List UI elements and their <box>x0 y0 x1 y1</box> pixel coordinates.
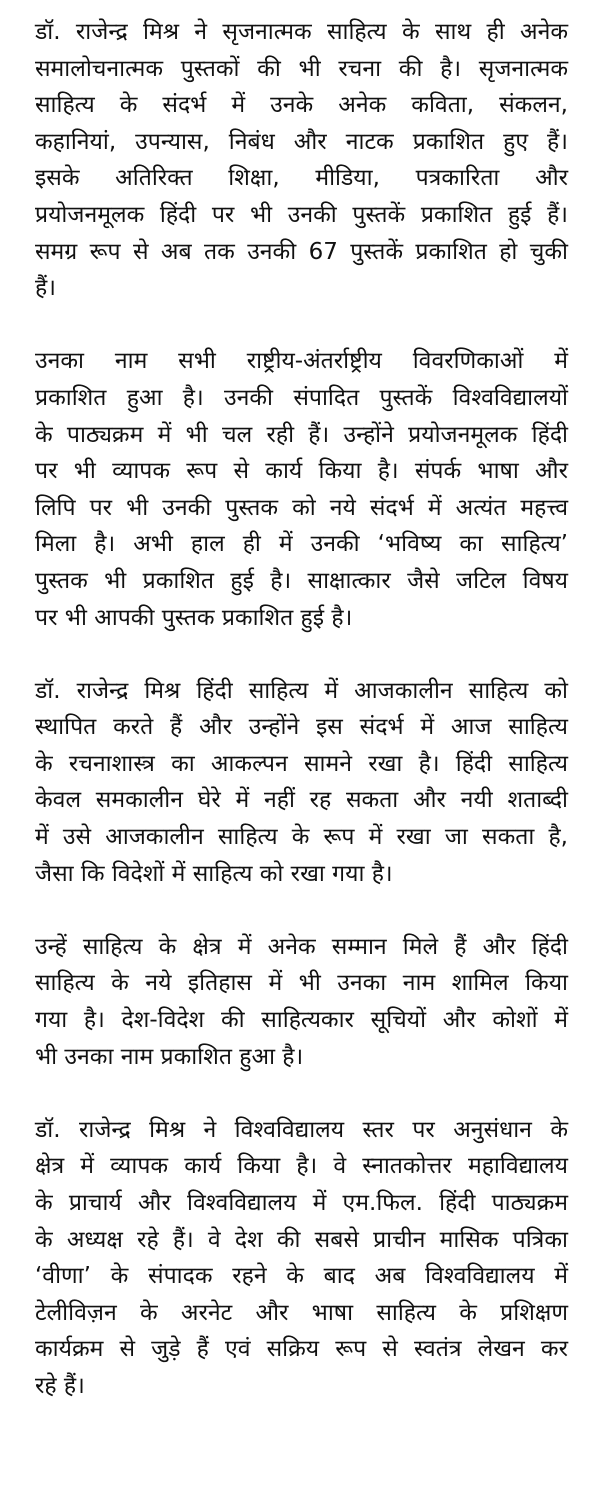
document-page <box>35 14 568 1441</box>
text-line: केवल समकालीन घेरे में नहीं रह सकता और नयी शताब्दी <box>35 787 568 814</box>
text-line: समग्र रूप से अब तक उनकी 67 पुस्तकें प्रकाशित हो चुकी <box>35 238 568 265</box>
paragraph-recognition-publications <box>35 343 568 636</box>
text-line: के अध्यक्ष रहे हैं। वे देश की सबसे प्राचीन मासिक पत्रिका <box>35 1226 568 1253</box>
text-line: में उसे आजकालीन साहित्य के रूप में रखा जा सकता है, <box>35 824 568 851</box>
text-line: लिपि पर भी उनकी पुस्तक को नये संदर्भ में अत्यंत महत्त्व <box>35 494 568 521</box>
text-line: डॉ. राजेन्द्र मिश्र ने विश्वविद्यालय स्तर पर अनुसंधान के <box>35 1116 568 1143</box>
text-line: के रचनाशास्त्र का आकल्पन सामने रखा है। हिंदी साहित्य <box>35 750 568 777</box>
text-line: मिला है। अभी हाल ही में उनकी ‘भविष्य का साहित्य’ <box>35 531 568 558</box>
text-line: स्थापित करते हैं और उन्होंने इस संदर्भ में आज साहित्य <box>35 714 568 741</box>
text-line: जैसा कि विदेशों में साहित्य को रखा गया है। <box>35 860 393 887</box>
text-line: ‘वीणा’ के संपादक रहने के बाद अब विश्वविद्यालय में <box>35 1263 568 1290</box>
text-line: भी उनका नाम प्रकाशित हुआ है। <box>35 1043 304 1070</box>
paragraph-academic-career <box>35 1112 568 1405</box>
text-line: क्षेत्र में व्यापक कार्य किया है। वे स्नातकोत्तर महाविद्यालय <box>35 1153 568 1180</box>
text-line: साहित्य के नये इतिहास में भी उनका नाम शामिल किया <box>35 970 568 997</box>
text-line: हैं। <box>35 275 56 302</box>
text-line: कार्यक्रम से जुड़े हैं एवं सक्रिय रूप से स्वतंत्र लेखन कर <box>35 1336 568 1363</box>
text-line: प्रकाशित हुआ है। उनकी संपादित पुस्तकें विश्वविद्यालयों <box>35 384 568 411</box>
text-line: उनका नाम सभी राष्ट्रीय-अंतर्राष्ट्रीय विवरणिकाओं में <box>35 348 568 375</box>
text-line: साहित्य के संदर्भ में उनके अनेक कविता, संकलन, <box>35 92 568 119</box>
paragraph-works-overview <box>35 14 568 307</box>
text-line: प्रयोजनमूलक हिंदी पर भी उनकी पुस्तकें प्रकाशित हुई हैं। <box>35 201 568 228</box>
paragraph-contemporary-literature <box>35 673 568 893</box>
text-line: पर भी आपकी पुस्तक प्रकाशित हुई है। <box>35 604 353 631</box>
text-line: पर भी व्यापक रूप से कार्य किया है। संपर्क भाषा और <box>35 458 568 485</box>
text-line: गया है। देश-विदेश की साहित्यकार सूचियों और कोशों में <box>35 1007 568 1034</box>
text-line: के पाठ्यक्रम में भी चल रही हैं। उन्होंने प्रयोजनमूलक हिंदी <box>35 421 568 448</box>
text-line: कहानियां, उपन्यास, निबंध और नाटक प्रकाशित हुए हैं। <box>35 128 568 155</box>
text-line: उन्हें साहित्य के क्षेत्र में अनेक सम्मान मिले हैं और हिंदी <box>35 933 568 960</box>
text-line: इसके अतिरिक्त शिक्षा, मीडिया, पत्रकारिता और <box>35 165 568 192</box>
text-line: डॉ. राजेन्द्र मिश्र ने सृजनात्मक साहित्य के साथ ही अनेक <box>35 19 568 45</box>
text-line: पुस्तक भी प्रकाशित हुई है। साक्षात्कार जैसे जटिल विषय <box>35 567 568 594</box>
text-line: समालोचनात्मक पुस्तकों की भी रचना की है। सृजनात्मक <box>35 55 568 82</box>
text-line: रहे हैं। <box>35 1372 85 1399</box>
text-line: डॉ. राजेन्द्र मिश्र हिंदी साहित्य में आजकालीन साहित्य को <box>35 677 568 704</box>
paragraph-honours <box>35 929 568 1075</box>
text-line: के प्राचार्य और विश्वविद्यालय में एम.फिल. हिंदी पाठ्यक्रम <box>35 1190 568 1216</box>
text-line: टेलीविज़न के अरनेट और भाषा साहित्य के प्रशिक्षण <box>35 1299 568 1326</box>
